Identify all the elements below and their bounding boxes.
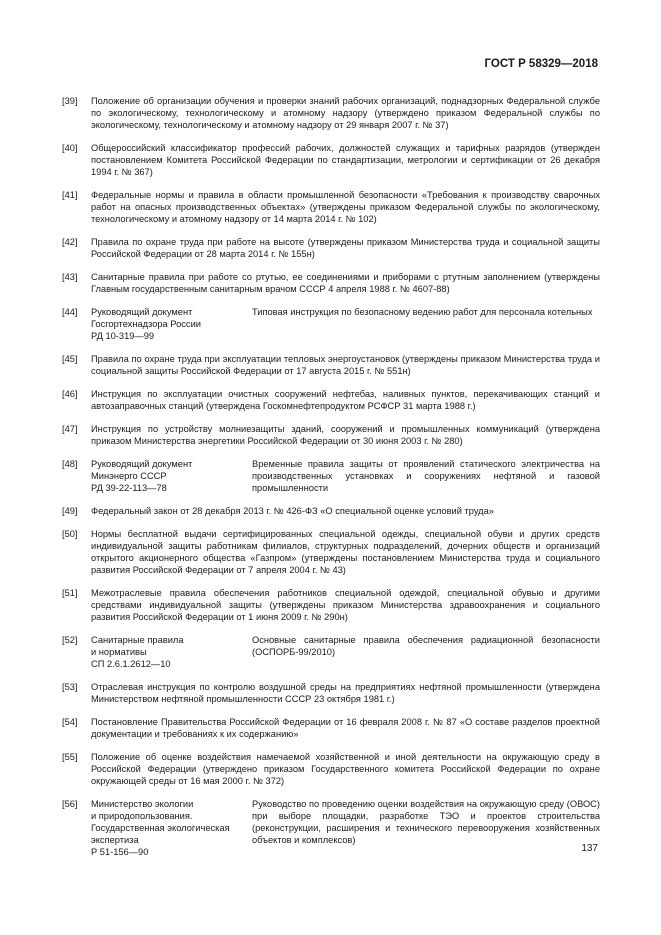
- reference-number: [49]: [62, 506, 78, 516]
- reference-item: [62, 634, 600, 670]
- designation-line: Госгортехнадзора России: [91, 319, 201, 329]
- reference-item: [62, 528, 600, 576]
- reference-text: Федеральный закон от 28 декабря 2013 г. № 426-ФЗ «О специальной оценке условий труда»: [91, 506, 494, 516]
- reference-document: [91, 634, 600, 670]
- reference-number: [40]: [62, 143, 78, 153]
- designation-line: Государственная экологическая: [91, 823, 230, 833]
- document-designation: [91, 458, 252, 494]
- page-number: 137: [581, 843, 598, 854]
- bibliography-list: [62, 95, 600, 869]
- reference-document: [91, 306, 600, 342]
- reference-text: Инструкция по устройству молниезащиты зданий, сооружений и промышленных коммуникаций (утверждена приказом Министерства энергетики Российской Федерации от 30 июня 2003 г. № 280): [91, 424, 600, 446]
- designation-line: Руководящий документ: [91, 307, 193, 317]
- reference-number: [54]: [62, 717, 78, 727]
- reference-text: Общероссийский классификатор профессий рабочих, должностей служащих и тарифных разрядов (утвержден постановлением Комитета Российской Федерации по стандартизации, метрологии и сертификации от 26 декабря 1994 г. № 367): [91, 143, 600, 177]
- reference-item: [62, 95, 600, 131]
- document-title: Типовая инструкция по безопасному ведению работ для персонала котельных: [252, 307, 593, 317]
- reference-text: Отраслевая инструкция по контролю воздушной среды на предприятиях нефтяной промышленности (утверждена Министерством нефтяной промышленности СССР 23 октября 1981 г.): [91, 682, 600, 704]
- reference-text: Нормы бесплатной выдачи сертифицированных специальной одежды, специальной обуви и других средств индивидуальной защиты работникам филиалов, структурных подразделений, дочерних обществ и организаций открытого акционерного общества «Газпром» (утверждены постановлением Министерства труда и социального развития Российской Федерации от 7 апреля 2004 г. № 43): [91, 529, 600, 575]
- reference-number: [56]: [62, 799, 78, 809]
- reference-item: [62, 798, 600, 858]
- document-designation: [91, 306, 252, 342]
- reference-number: [44]: [62, 307, 78, 317]
- reference-number: [46]: [62, 389, 78, 399]
- reference-number: [51]: [62, 588, 78, 598]
- reference-item: [62, 189, 600, 225]
- reference-item: [62, 751, 600, 787]
- reference-item: [62, 423, 600, 447]
- reference-item: [62, 388, 600, 412]
- designation-line: и нормативы: [91, 647, 147, 657]
- document-title: Временные правила защиты от проявлений статического электричества на производственных установках и сооружениях нефтяной и газовой промышленности: [252, 459, 600, 493]
- designation-line: РД 10-319—99: [91, 331, 155, 341]
- designation-line: Санитарные правила: [91, 635, 184, 645]
- reference-item: [62, 458, 600, 494]
- designation-line: РД 39-22-113—78: [91, 483, 167, 493]
- reference-number: [47]: [62, 424, 78, 434]
- reference-document: [91, 798, 600, 858]
- reference-number: [43]: [62, 272, 78, 282]
- reference-text: Межотраслевые правила обеспечения работников специальной одеждой, специальной обувью и другими средствами индивидуальной защиты (утверждены приказом Министерства здравоохранения и социального развития Российской Федерации от 1 июня 2009 г. № 290н): [91, 588, 600, 622]
- document-title: Основные санитарные правила обеспечения радиационной безопасности (ОСПОРБ-99/2010): [252, 635, 600, 657]
- reference-number: [52]: [62, 635, 78, 645]
- reference-number: [48]: [62, 459, 78, 469]
- designation-line: экспертиза: [91, 835, 139, 845]
- reference-item: [62, 681, 600, 705]
- designation-line: Министерство экологии: [91, 799, 194, 809]
- standard-code: ГОСТ Р 58329—2018: [484, 58, 598, 70]
- reference-text: Правила по охране труда при эксплуатации тепловых энергоустановок (утверждены приказом Министерства труда и социальной защиты Российской Федерации от 17 августа 2015 г. № 551н): [91, 354, 600, 376]
- reference-item: [62, 587, 600, 623]
- designation-line: Руководящий документ: [91, 459, 193, 469]
- reference-number: [45]: [62, 354, 78, 364]
- reference-text: Инструкция по эксплуатации очистных сооружений нефтебаз, наливных пунктов, перекачивающих станций и автозаправочных станций (утверждена Госкомнефтепродуктом РСФСР 31 марта 1988 г.): [91, 389, 600, 411]
- document-title: Руководство по проведению оценки воздействия на окружающую среду (ОВОС) при выборе площадки, разработке ТЭО и проектов строительства (реконструкции, расширения и технического перевооружения хозяйственных объектов и комплексов): [252, 799, 600, 845]
- reference-text: Положение об организации обучения и проверки знаний рабочих организаций, поднадзорных Федеральной службе по экологическому, технологическому и атомному надзору (утверждено приказом Федеральной службы по экологическому, технологическому и атомному надзору от 29 января 2007 г. № 37): [91, 96, 600, 130]
- reference-item: [62, 505, 600, 517]
- reference-text: Санитарные правила при работе со ртутью, ее соединениями и приборами с ртутным заполнением (утверждены Главным государственным санитарным врачом СССР 4 апреля 1988 г. № 4607-88): [91, 272, 600, 294]
- reference-text: Федеральные нормы и правила в области промышленной безопасности «Требования к производству сварочных работ на опасных производственных объектах» (утверждены приказом Федеральной службы по экологическому, технологическому и атомному надзору от 14 марта 2014 г. № 102): [91, 190, 600, 224]
- reference-number: [41]: [62, 190, 78, 200]
- reference-number: [53]: [62, 682, 78, 692]
- designation-line: СП 2.6.1.2612—10: [91, 659, 171, 669]
- reference-item: [62, 716, 600, 740]
- reference-text: Положение об оценке воздействия намечаемой хозяйственной и иной деятельности на окружающую среду в Российской Федерации (утверждено приказом Государственного комитета Российской Федерации по охране окружающей среды от 16 мая 2000 г. № 372): [91, 752, 600, 786]
- reference-number: [55]: [62, 752, 78, 762]
- reference-item: [62, 353, 600, 377]
- reference-item: [62, 306, 600, 342]
- reference-text: Постановление Правительства Российской Федерации от 16 февраля 2008 г. № 87 «О составе разделов проектной документации и требованиях к их содержанию»: [91, 717, 600, 739]
- reference-number: [39]: [62, 96, 78, 106]
- designation-line: и природопользования.: [91, 811, 193, 821]
- reference-document: [91, 458, 600, 494]
- document-designation: [91, 634, 252, 670]
- designation-line: Минэнерго СССР: [91, 471, 167, 481]
- reference-item: [62, 142, 600, 178]
- reference-number: [50]: [62, 529, 78, 539]
- reference-text: Правила по охране труда при работе на высоте (утверждены приказом Министерства труда и социальной защиты Российской Федерации от 28 марта 2014 г. № 155н): [91, 237, 600, 259]
- document-designation: [91, 798, 252, 858]
- reference-number: [42]: [62, 237, 78, 247]
- reference-item: [62, 271, 600, 295]
- reference-item: [62, 236, 600, 260]
- designation-line: Р 51-156—90: [91, 847, 149, 857]
